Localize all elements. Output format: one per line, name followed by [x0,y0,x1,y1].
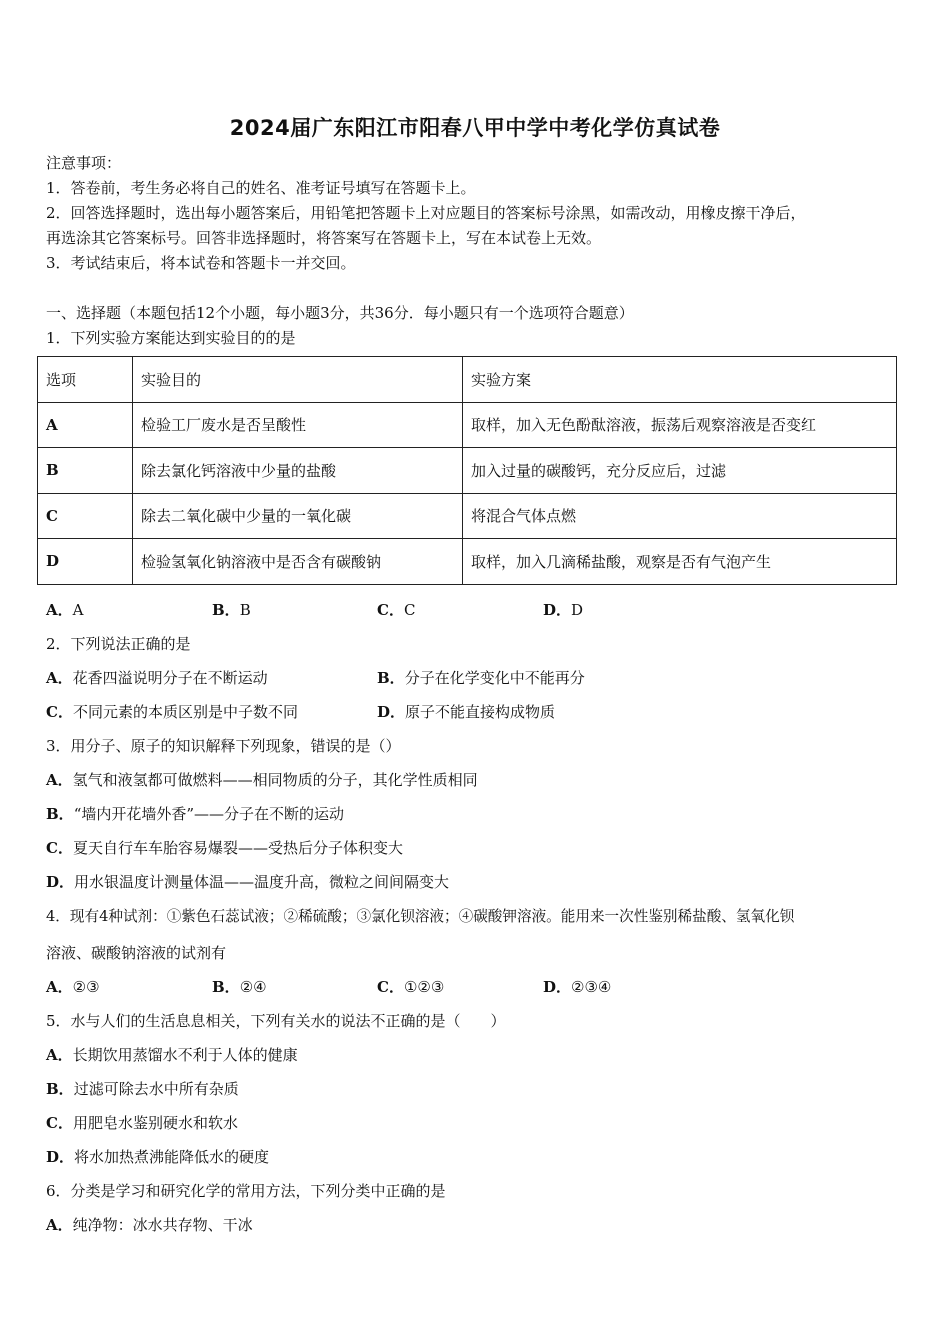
question-4-stem-cont: 溶液、碳酸钠溶液的试剂有 [46,944,227,962]
q1-option-c [377,599,415,620]
q3-option-a [46,769,478,790]
section-heading: 一、选择题（本题包括12个小题，每小题3分，共36分．每小题只有一个选项符合题意） [46,304,634,322]
q4-option-b [212,976,267,997]
table-row [38,402,897,448]
table-header-cell: 实验目的 [133,357,463,403]
option-label: A． [46,978,73,996]
table-row [38,539,897,585]
question-1-stem: 1．下列实验方案能达到实验目的的是 [46,329,296,347]
option-text: ②③④ [571,978,612,996]
option-label: C． [377,978,404,996]
question-5-stem: 5．水与人们的生活息息相关，下列有关水的说法不正确的是（ ） [46,1012,506,1030]
q6-option-a [46,1214,253,1235]
table-cell: 加入过量的碳酸钙，充分反应后，过滤 [463,448,897,494]
option-text: 原子不能直接构成物质 [405,703,556,721]
option-label: B． [212,601,240,619]
question-6-stem: 6．分类是学习和研究化学的常用方法，下列分类中正确的是 [46,1182,446,1200]
option-label: B． [46,1080,74,1098]
question-2-stem: 2．下列说法正确的是 [46,635,191,653]
option-text: 纯净物：冰水共存物、干冰 [72,1216,253,1234]
q4-option-c [377,976,444,997]
option-text: ②④ [239,978,267,996]
notice-heading: 注意事项： [46,154,122,172]
option-text: 花香四溢说明分子在不断运动 [72,669,268,687]
option-text: A [72,601,84,619]
option-text: 将水加热煮沸能降低水的硬度 [74,1148,270,1166]
option-text: 不同元素的本质区别是中子数不同 [72,703,298,721]
option-label: A． [46,1046,73,1064]
table-cell: 检验工厂废水是否呈酸性 [133,402,463,448]
q5-option-a [46,1044,298,1065]
option-letter: B [46,461,59,480]
table-row [38,448,897,494]
option-text: 氢气和液氢都可做燃料——相同物质的分子，其化学性质相同 [72,771,478,789]
option-label: B． [46,805,74,823]
q1-option-b [212,599,251,620]
table-header-cell: 实验方案 [463,357,897,403]
option-text: D [571,601,584,619]
page-title: 2024届广东阳江市阳春八甲中学中考化学仿真试卷 [229,116,721,140]
table-cell [38,448,133,494]
option-label: C． [377,601,404,619]
table-header-row [38,357,897,403]
q5-option-b [46,1078,239,1099]
option-text: 用水银温度计测量体温——温度升高，微粒之间间隔变大 [74,873,450,891]
table-cell: 取样，加入几滴稀盐酸，观察是否有气泡产生 [463,539,897,585]
q5-option-c [46,1112,238,1133]
table-cell: 取样，加入无色酚酞溶液，振荡后观察溶液是否变红 [463,402,897,448]
notice-item-2-cont: 再选涂其它答案标号。回答非选择题时，将答案写在答题卡上，写在本试卷上无效。 [46,229,602,247]
option-label: A． [46,771,73,789]
question-3-stem: 3．用分子、原子的知识解释下列现象，错误的是（） [46,737,401,755]
table-cell: 除去氯化钙溶液中少量的盐酸 [133,448,463,494]
q4-option-d [543,976,611,997]
q5-option-d [46,1146,269,1167]
table-cell [38,402,133,448]
option-letter: D [46,552,60,571]
option-label: C． [46,839,73,857]
q3-option-c [46,837,403,858]
option-text: 过滤可除去水中所有杂质 [73,1080,239,1098]
table-row [38,493,897,539]
option-label: C． [46,1114,73,1132]
option-letter: C [46,506,58,525]
q4-option-a [46,976,100,997]
option-text: ①②③ [403,978,445,996]
option-label: B． [377,669,405,687]
question-1-table [37,356,897,585]
notice-item-3: 3．考试结束后，将本试卷和答题卡一并交回。 [46,254,356,272]
q2-option-a [46,667,268,688]
q2-option-b [377,667,585,688]
option-text: B [239,601,251,619]
option-text: C [403,601,416,619]
option-label: A． [46,601,73,619]
question-4-stem: 4．现有4种试剂：①紫色石蕊试液；②稀硫酸；③氯化钡溶液；④碳酸钾溶液。能用来一次性鉴别稀盐酸、氢氧化钡 [46,908,795,925]
q1-option-a [46,599,83,620]
option-label: C． [46,703,73,721]
option-text: ②③ [72,978,100,996]
option-text: 用肥皂水鉴别硬水和软水 [72,1114,238,1132]
notice-item-2: 2．回答选择题时，选出每小题答案后，用铅笔把答题卡上对应题目的答案标号涂黑，如需改动，用橡皮擦干净后， [46,204,806,222]
option-label: D． [377,703,406,721]
table-cell: 除去二氧化碳中少量的一氧化碳 [133,493,463,539]
option-label: B． [212,978,240,996]
table-header-cell: 选项 [38,357,133,403]
table-cell [38,493,133,539]
q1-option-d [543,599,583,620]
option-label: D． [543,978,572,996]
option-label: D． [46,873,75,891]
table-cell [38,539,133,585]
notice-item-1: 1．答卷前，考生务必将自己的姓名、准考证号填写在答题卡上。 [46,179,476,197]
q2-option-c [46,701,298,722]
option-label: A． [46,1216,73,1234]
option-text: 长期饮用蒸馏水不利于人体的健康 [72,1046,298,1064]
option-text: “墙内开花墙外香”——分子在不断的运动 [73,805,345,823]
option-label: D． [46,1148,75,1166]
q3-option-b [46,803,344,824]
q3-option-d [46,871,449,892]
option-label: D． [543,601,572,619]
option-text: 夏天自行车车胎容易爆裂——受热后分子体积变大 [72,839,403,857]
table-cell: 检验氢氧化钠溶液中是否含有碳酸钠 [133,539,463,585]
option-text: 分子在化学变化中不能再分 [404,669,585,687]
table-cell: 将混合气体点燃 [463,493,897,539]
option-label: A． [46,669,73,687]
option-letter: A [46,415,58,434]
q2-option-d [377,701,555,722]
